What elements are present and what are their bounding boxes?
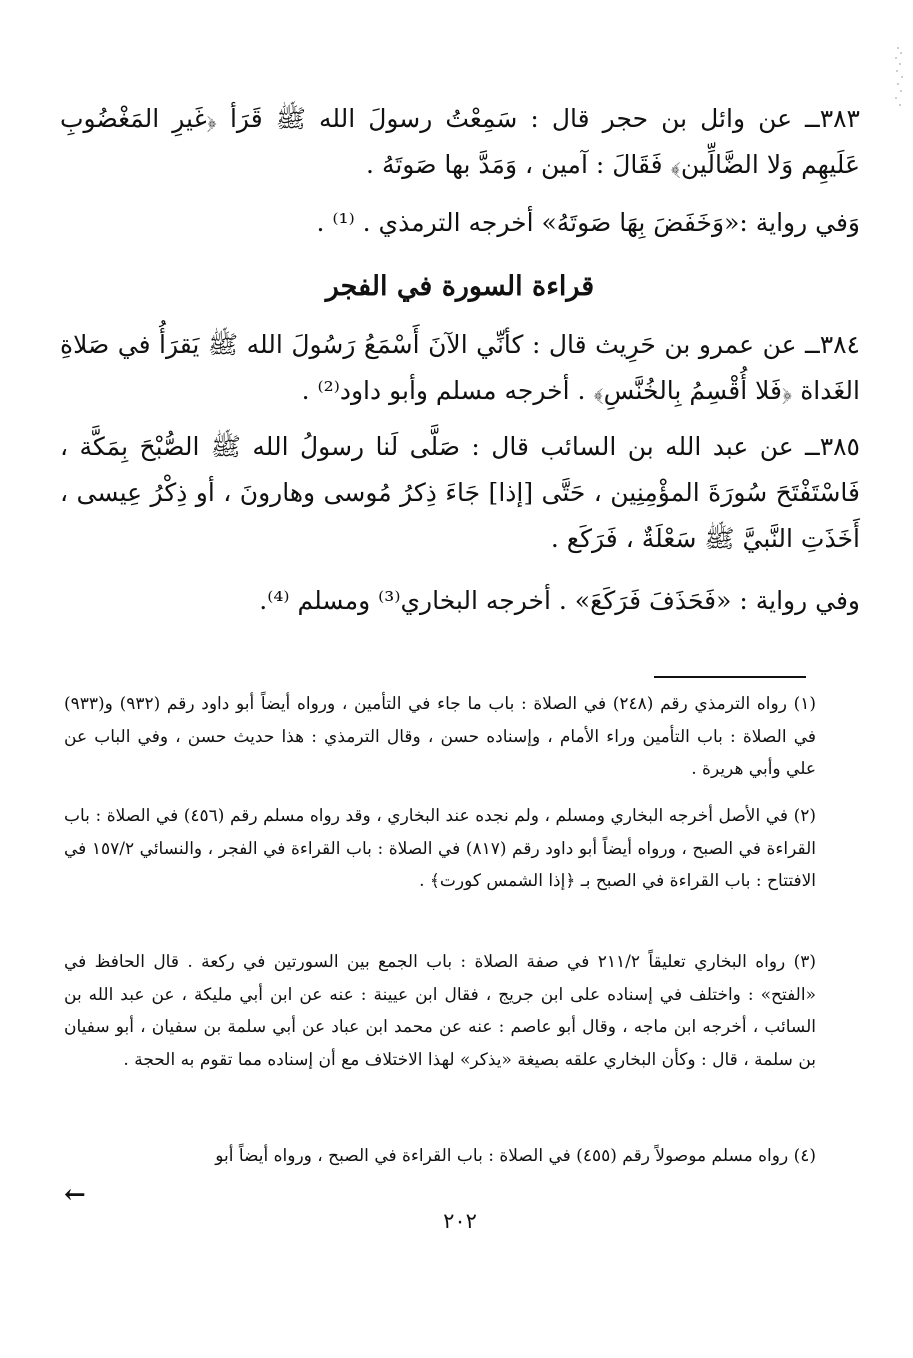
section-heading: قراءة السورة في الفجر bbox=[325, 271, 595, 302]
footnote-separator bbox=[654, 676, 806, 678]
footnote-1: (١) رواه الترمذي رقم (٢٤٨) في الصلاة : باب ما جاء في التأمين ، ورواه أيضاً أبو داود رقم (٩٣٢) و(٩٣٣) في الصلاة : باب التأمين وراء الأمام ، وإسناده حسن ، وقال الترمذي : هذا حديث حسن ، وفي الباب عن علي وأبي هريرة . bbox=[64, 694, 816, 779]
page-edge-marks bbox=[872, 44, 906, 110]
hadith-383: ٣٨٣ــ عن وائل بن حجر قال : سَمِعْتُ رسولَ الله ﷺ قَرَأ ﴿غَيرِ المَغْضُوبِ عَلَيهِم وَلا الضَّالِّين﴾ فَقَالَ : آمين ، وَمَدَّ بها صَوتَهُ . bbox=[60, 104, 860, 179]
left-arrow-icon: ← bbox=[64, 1180, 86, 1210]
footnote-4: (٤) رواه مسلم موصولاً رقم (٤٥٥) في الصلاة : باب القراءة في الصبح ، ورواه أيضاً أبو bbox=[215, 1146, 816, 1166]
footnote-2: (٢) في الأصل أخرجه البخاري ومسلم ، ولم نجده عند البخاري ، وقد رواه مسلم رقم (٤٥٦) في الصلاة : باب القراءة في الصبح ، ورواه أيضاً أبو داود رقم (٨١٧) في الصلاة : باب القراءة في الفجر ، والنسائي ١٥٧/٢ في الافتتاح : باب القراءة في الصبح بـ ﴿إذا الشمس كورت﴾ . bbox=[64, 806, 816, 891]
page-number: ٢٠٢ bbox=[443, 1209, 477, 1233]
hadith-385: ٣٨٥ــ عن عبد الله بن السائب قال : صَلَّى لَنا رسولُ الله ﷺ الصُّبْحَ بِمَكَّة ، فَاسْتَفْتَحَ سُورَةَ المؤْمِنِين ، حَتَّى [إذا] جَاءَ ذِكرُ مُوسى وهارونَ ، أو ذِكْرُ عِيسى ، أَخَذَتِ النَّبيَّ ﷺ سَعْلَةٌ ، فَرَكَع . bbox=[60, 432, 860, 553]
hadith-384: ٣٨٤ــ عن عمرو بن حَرِيث قال : كأنِّي الآنَ أَسْمَعُ رَسُولَ الله ﷺ يَقرَأُ في صَلاةِ الغَداة ﴿فَلا أُقْسِمُ بِالخُنَّسِ﴾ . أخرجه مسلم وأبو داود⁽²⁾ . bbox=[60, 330, 860, 405]
footnote-3: (٣) رواه البخاري تعليقاً ٢١١/٢ في صفة الصلاة : باب الجمع بين السورتين في ركعة . قال الحافظ في «الفتح» : واختلف في إسناده على ابن جريج ، فقال ابن عيينة : عنه عن ابن أبي مليكة ، عن عبد الله بن السائب ، أخرجه ابن ماجه ، وقال أبو عاصم : عنه عن محمد ابن عباد عن أبي سلمة بن سفيان ، أبو سفيان بن سلمة ، قال : وكأن البخاري علقه بصيغة «يذكر» لهذا الاختلاف مع أن إسناده مما تقوم به الحجة . bbox=[64, 952, 817, 1070]
hadith-385-variant: وفي رواية : «فَحَذَفَ فَرَكَعَ» . أخرجه البخاري⁽³⁾ ومسلم ⁽⁴⁾. bbox=[259, 586, 860, 615]
hadith-383-variant: وَفي رواية :«وَخَفَضَ بِهَا صَوتَهُ» أخرجه الترمذي . ⁽¹⁾ . bbox=[316, 208, 860, 237]
